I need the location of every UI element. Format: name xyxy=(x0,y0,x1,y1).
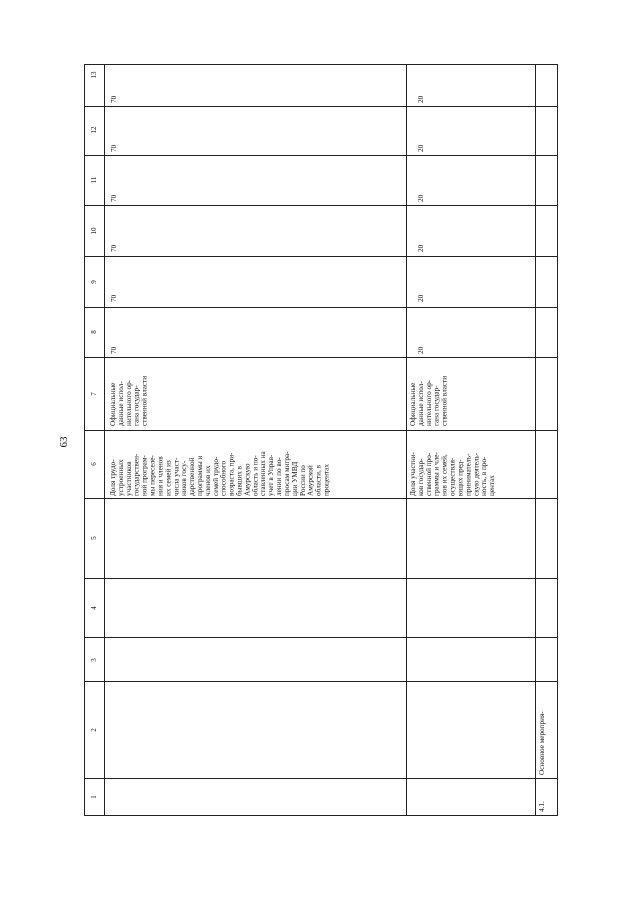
column-header-11: 11 xyxy=(90,176,98,184)
row2-value-9: 20 xyxy=(417,294,425,302)
row-divider xyxy=(104,64,105,816)
column-divider xyxy=(84,637,558,638)
table-border-bottom xyxy=(84,815,558,816)
column-header-3: 3 xyxy=(90,658,98,662)
column-header-9: 9 xyxy=(90,280,98,284)
row1-value-8: 70 xyxy=(110,346,118,354)
row3-number: 4.1. xyxy=(538,801,546,812)
row2-value-8: 20 xyxy=(417,346,425,354)
row-divider xyxy=(406,64,407,816)
page-number: 63 xyxy=(58,436,70,448)
row1-value-13: 70 xyxy=(110,95,118,103)
column-header-12: 12 xyxy=(90,126,98,134)
row2-source: Официальные данные испол- нительного ор- гана государ- ственной власти xyxy=(409,375,449,426)
column-divider xyxy=(84,205,558,206)
row1-value-9: 70 xyxy=(110,294,118,302)
column-header-1: 1 xyxy=(90,795,98,799)
column-divider xyxy=(84,307,558,308)
column-header-10: 10 xyxy=(90,227,98,235)
column-header-4: 4 xyxy=(90,606,98,610)
row2-value-13: 20 xyxy=(417,95,425,103)
column-divider xyxy=(84,498,558,499)
row2-value-12: 20 xyxy=(417,144,425,152)
column-header-7: 7 xyxy=(90,392,98,396)
row3-activity-title: Основное мероприя- xyxy=(538,711,546,775)
column-header-2: 2 xyxy=(90,728,98,732)
column-header-5: 5 xyxy=(90,536,98,540)
table-border-top xyxy=(84,64,558,65)
column-header-13: 13 xyxy=(90,71,98,79)
column-divider xyxy=(84,106,558,107)
table-border-left xyxy=(84,64,85,816)
column-header-8: 8 xyxy=(90,330,98,334)
row1-indicator: Доля трудо- устроенных участников государствен- ной програм- мы переселе- ния и членов их семей из числа участ- ников госу- дарственной программы и членов их семей трудо- способного возраста, при- бывших в Амурскую область и по- ставленных на учет в Управ- лении по во- просам мигра- ции УМВД России по Амурской области, в процентах xyxy=(109,451,331,496)
column-divider xyxy=(84,430,558,431)
column-divider xyxy=(84,357,558,358)
column-divider xyxy=(84,778,558,779)
row2-value-10: 20 xyxy=(417,244,425,252)
column-header-6: 6 xyxy=(90,462,98,466)
row2-value-11: 20 xyxy=(417,194,425,202)
table-border-right xyxy=(557,64,558,816)
row1-source: Официальные данные испол- нительного ор- гана государ- ственной власти xyxy=(109,375,149,426)
column-divider xyxy=(84,578,558,579)
column-divider xyxy=(84,681,558,682)
row1-value-12: 70 xyxy=(110,144,118,152)
row-divider xyxy=(535,64,536,816)
column-divider xyxy=(84,155,558,156)
row2-indicator: Доля участни- ков государ- ственной про- граммы и чле- нов их семей, осуществля- ющих пред- принимателъ- скую деятель- ность, в про- центах xyxy=(409,452,497,496)
row1-value-10: 70 xyxy=(110,244,118,252)
column-divider xyxy=(84,256,558,257)
row1-value-11: 70 xyxy=(110,194,118,202)
